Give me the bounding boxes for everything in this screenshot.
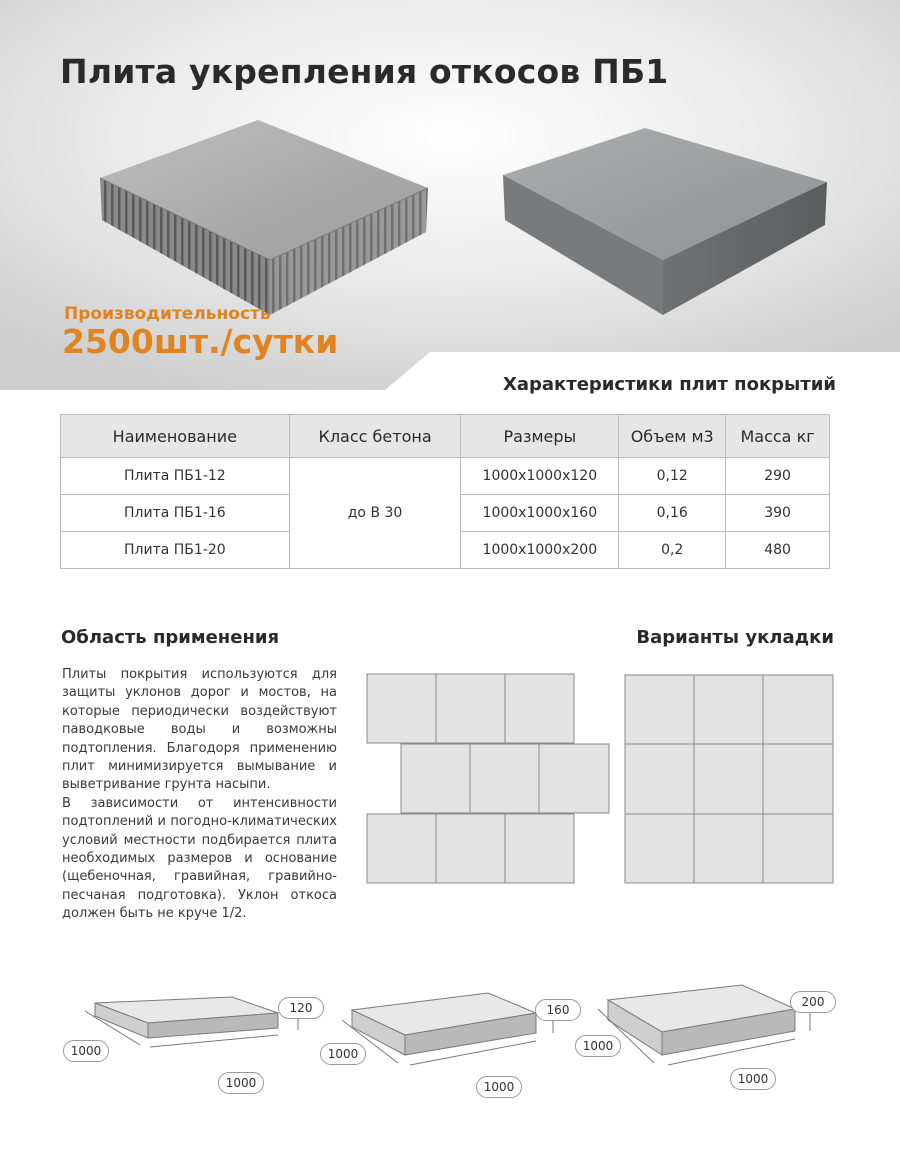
layout-tile <box>470 744 539 813</box>
header-name: Наименование <box>61 415 290 458</box>
layout-tile <box>625 675 694 744</box>
layout-tile <box>436 674 505 743</box>
layouts-title: Варианты укладки <box>636 627 834 648</box>
cell-volume: 0,12 <box>619 458 726 495</box>
dimension-label-thickness: 120 <box>278 997 324 1019</box>
layout-tile <box>539 744 609 813</box>
layout-tile <box>763 675 833 744</box>
cell-mass: 290 <box>726 458 830 495</box>
cell-mass: 390 <box>726 495 830 532</box>
dimension-drawings <box>0 975 900 1125</box>
dimension-label-thickness: 160 <box>535 999 581 1021</box>
layout-tile <box>436 814 505 883</box>
header-mass: Масса кг <box>726 415 830 458</box>
layout-tile <box>763 814 833 883</box>
cell-size: 1000x1000x120 <box>461 458 619 495</box>
layout-tile <box>367 674 436 743</box>
table-row <box>61 458 830 495</box>
dimension-label-thickness: 200 <box>790 991 836 1013</box>
production-label: Производительность <box>64 304 271 324</box>
cell-volume: 0,2 <box>619 532 726 569</box>
layout-tile <box>694 814 763 883</box>
application-description <box>62 666 337 924</box>
dimension-label-side: 1000 <box>320 1043 366 1065</box>
layout-tile <box>763 744 833 814</box>
layout-tile <box>367 814 436 883</box>
cell-volume: 0,16 <box>619 495 726 532</box>
slab-smooth-image <box>495 120 835 320</box>
dimension-label-side: 1000 <box>476 1076 522 1098</box>
dimension-label-side: 1000 <box>63 1040 109 1062</box>
layout-staggered-diagram <box>366 673 612 885</box>
hero-section <box>0 0 900 390</box>
layout-tile <box>625 814 694 883</box>
layout-tile <box>505 674 574 743</box>
cell-size: 1000x1000x200 <box>461 532 619 569</box>
cell-size: 1000x1000x160 <box>461 495 619 532</box>
application-paragraph: В зависимости от интенсивности подтоплений и погодно-климатических условий местности подбирается плита необходимых размеров и основание (щебеночная, гравийная, гравийно-песчаная подготовка). Уклон откоса должен быть не круче 1/2. <box>62 795 337 922</box>
cell-mass: 480 <box>726 532 830 569</box>
table-title: Характеристики плит покрытий <box>503 374 836 395</box>
header-size: Размеры <box>461 415 619 458</box>
application-title: Область применения <box>61 627 280 648</box>
production-value: 2500шт./сутки <box>62 322 339 361</box>
slab-ribbed-image <box>90 110 450 325</box>
dimension-label-side: 1000 <box>218 1072 264 1094</box>
layout-tile <box>505 814 574 883</box>
layout-tile <box>625 744 694 814</box>
page-title: Плита укрепления откосов ПБ1 <box>60 52 669 91</box>
cell-name: Плита ПБ1-16 <box>61 495 290 532</box>
cell-concrete-class: до В 30 <box>289 458 461 569</box>
table-header-row <box>61 415 830 458</box>
header-class: Класс бетона <box>289 415 461 458</box>
dimension-label-side: 1000 <box>730 1068 776 1090</box>
cell-name: Плита ПБ1-12 <box>61 458 290 495</box>
layout-tile <box>694 744 763 814</box>
spec-table <box>60 414 830 569</box>
layout-tile <box>694 675 763 744</box>
layout-grid-diagram <box>624 674 836 886</box>
layout-tile <box>401 744 470 813</box>
application-paragraph: Плиты покрытия используются для защиты уклонов дорог и мостов, на которые периодически воздействуют паводковые воды и возможны подтопления. Благодоря применению плит минимизируется вымывание и выветривание грунта насыпи. <box>62 667 337 793</box>
dimension-label-side: 1000 <box>575 1035 621 1057</box>
header-volume: Объем м3 <box>619 415 726 458</box>
cell-name: Плита ПБ1-20 <box>61 532 290 569</box>
